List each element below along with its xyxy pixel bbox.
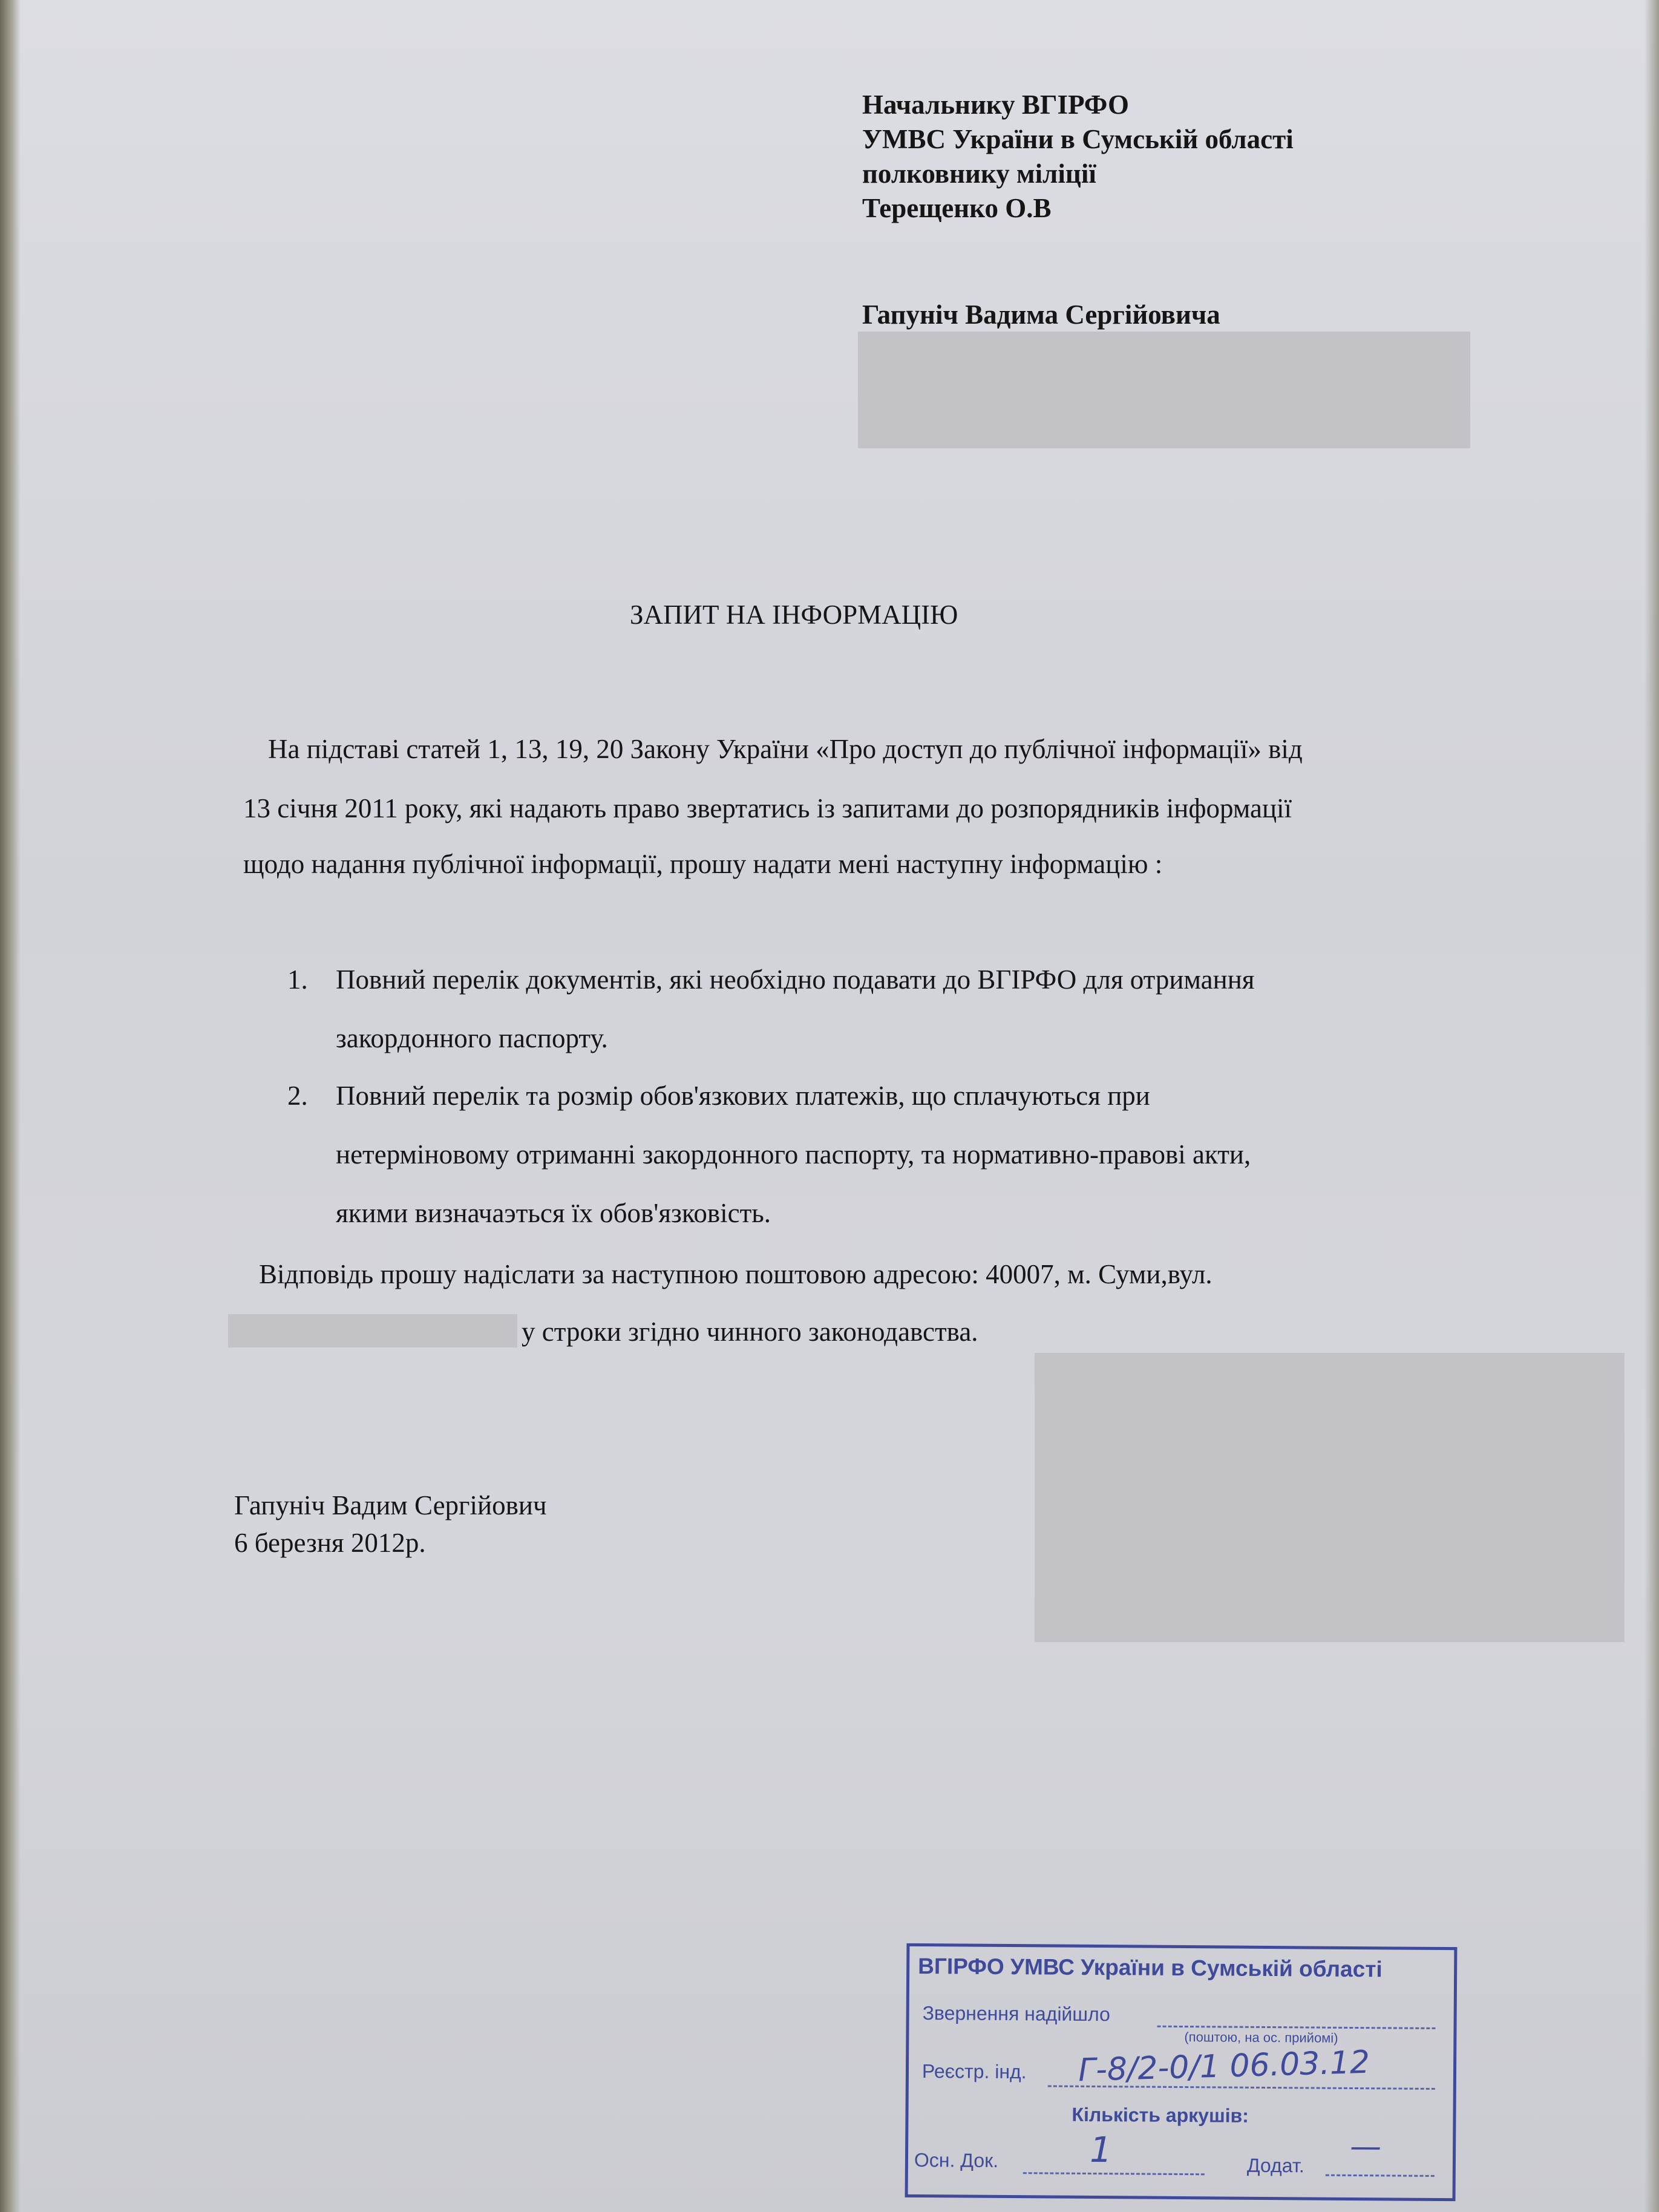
item-2-line-2: нетерміновому отриманні закордонного паспорту, та нормативно-правові акти, [336,1139,1251,1170]
addressee-line-4: Терещенко О.В [862,193,1052,223]
stamp-header: ВГІРФО УМВС України в Сумській області [918,1953,1382,1982]
stamp-appendix-line [1326,2174,1435,2177]
redacted-address-block [858,332,1470,448]
signature-date: 6 березня 2012р. [234,1528,426,1558]
registration-stamp [905,1943,1458,2201]
document-title: ЗАПИТ НА ІНФОРМАЦІЮ [630,600,958,630]
item-2-line-3: якими визначаэться їх обов'язковість. [336,1198,771,1228]
intro-line-2: 13 січня 2011 року, які надають право звертатись із запитами до розпорядників інформації [243,793,1292,823]
stamp-doc-label: Осн. Док. [914,2148,999,2171]
intro-line-1: На підставі статей 1, 13, 19, 20 Закону України «Про доступ до публічної інформації» від [268,734,1303,764]
stamp-registry-value: Г-8/2-0/1 06.03.12 [1078,2044,1370,2089]
reply-line-2: у строки згідно чинного законодавства. [522,1317,978,1347]
stamp-received-sub: (поштою, на ос. прийомі) [1184,2029,1338,2046]
item-2-line-1: Повний перелік та розмір обов'язкових платежів, що сплачуються при [336,1081,1150,1111]
page-left-edge [0,0,21,2212]
stamp-received-line [1157,2026,1436,2029]
page-right-edge [1644,0,1659,2212]
intro-line-3: щодо надання публічної інформації, прошу надати мені наступну інформацію : [243,849,1163,879]
item-1-number: 1. [287,964,308,995]
stamp-appendix-label: Додат. [1246,2154,1304,2177]
addressee-line-3: полковнику міліції [862,159,1096,189]
stamp-appendix-value: — [1349,2128,1382,2165]
redacted-signature [1035,1353,1625,1642]
stamp-sheets-label: Кількість аркушів: [1072,2103,1249,2127]
redacted-street [228,1314,517,1347]
addressee-line-2: УМВС України в Сумській області [862,124,1294,154]
signature-name: Гапуніч Вадим Сергійович [234,1490,547,1520]
addressee-line-1: Начальнику ВГІРФО [862,90,1129,120]
stamp-doc-value: 1 [1089,2129,1113,2171]
item-1-line-2: закордонного паспорту. [336,1023,608,1053]
stamp-doc-line [1023,2172,1205,2175]
item-1-line-1: Повний перелік документів, які необхідно подавати до ВГІРФО для отримання [336,964,1255,995]
stamp-received-label: Звернення надійшло [922,2002,1111,2026]
reply-line-1: Відповідь прошу надіслати за наступною поштовою адресою: 40007, м. Суми,вул. [259,1259,1212,1289]
sender-name: Гапуніч Вадима Сергійовича [862,299,1220,330]
item-2-number: 2. [287,1081,308,1111]
stamp-registry-label: Реєстр. інд. [921,2060,1027,2083]
